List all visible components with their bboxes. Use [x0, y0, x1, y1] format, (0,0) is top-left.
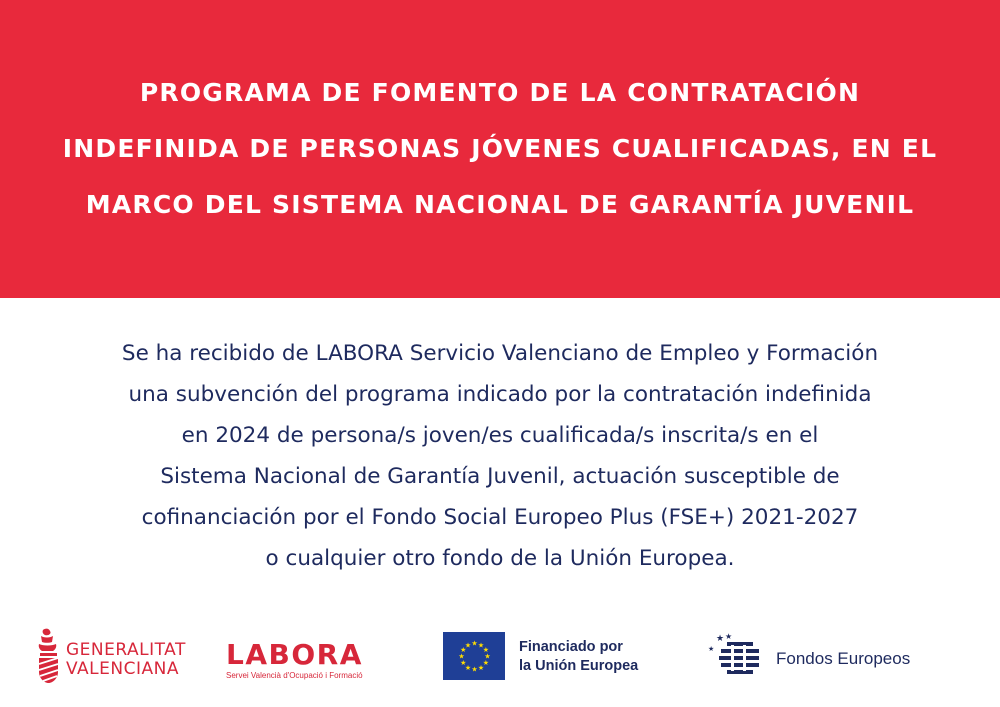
- notice-line-2: una subvención del programa indicado por la contratación indefinida: [128, 382, 872, 407]
- eu-star-icon: ★: [484, 652, 491, 661]
- svg-text:★: ★: [725, 632, 733, 641]
- notice-line-3: en 2024 de persona/s joven/es cualificada/s inscrita/s en el: [181, 423, 819, 448]
- eu-star-icon: ★: [460, 646, 467, 655]
- eu-star-icon: ★: [471, 665, 478, 674]
- eu-star-icon: ★: [482, 646, 489, 655]
- fondos-europeos-label: Fondos Europeos: [776, 649, 911, 668]
- fondos-europeos-icon: [707, 632, 767, 680]
- eu-star-icon: ★: [458, 652, 465, 661]
- labora-name: LABORA: [226, 638, 363, 671]
- notice-line-1: Se ha recibido de LABORA Servicio Valenciano de Empleo y Formación: [121, 341, 879, 366]
- labora-logo: [226, 640, 366, 690]
- svg-text:★: ★: [716, 634, 725, 644]
- title-line-3: MARCO DEL SISTEMA NACIONAL DE GARANTÍA JUVENIL: [85, 190, 915, 219]
- eu-star-icon: ★: [464, 641, 472, 650]
- notice-text: [0, 333, 1000, 579]
- generalitat-line-1: GENERALITAT: [66, 640, 186, 660]
- generalitat-text: [66, 641, 186, 679]
- title-banner: [0, 0, 1000, 298]
- title-line-2: INDEFINIDA DE PERSONAS JÓVENES CUALIFICADAS, EN EL: [62, 134, 938, 163]
- coat-of-arms-icon: [36, 628, 62, 684]
- eu-line-2: la Unión Europea: [519, 658, 639, 674]
- eu-funding-logo: [443, 632, 663, 682]
- svg-text:★: ★: [708, 645, 715, 653]
- labora-subtitle: Servei Valencià d'Ocupació i Formació: [226, 671, 363, 680]
- fondos-europeos-logo: [707, 632, 937, 682]
- eu-line-1: Financiado por: [519, 639, 623, 655]
- title-line-1: PROGRAMA DE FOMENTO DE LA CONTRATACIÓN: [139, 78, 861, 107]
- eu-star-icon: ★: [464, 663, 472, 672]
- eu-star-icon: ★: [477, 663, 485, 672]
- eu-funding-text: [519, 638, 638, 676]
- generalitat-line-2: VALENCIANA: [66, 659, 179, 679]
- eu-star-icon: ★: [471, 639, 478, 648]
- eu-star-icon: ★: [477, 641, 485, 650]
- notice-line-5: cofinanciación por el Fondo Social Europeo Plus (FSE+) 2021-2027: [141, 505, 859, 530]
- eu-flag-icon: [443, 632, 505, 680]
- notice-line-6: o cualquier otro fondo de la Unión Europea.: [265, 546, 735, 571]
- eu-star-icon: ★: [460, 659, 467, 668]
- generalitat-valenciana-logo: [36, 628, 201, 684]
- eu-star-icon: ★: [482, 659, 489, 668]
- notice-line-4: Sistema Nacional de Garantía Juvenil, actuación susceptible de: [160, 464, 840, 489]
